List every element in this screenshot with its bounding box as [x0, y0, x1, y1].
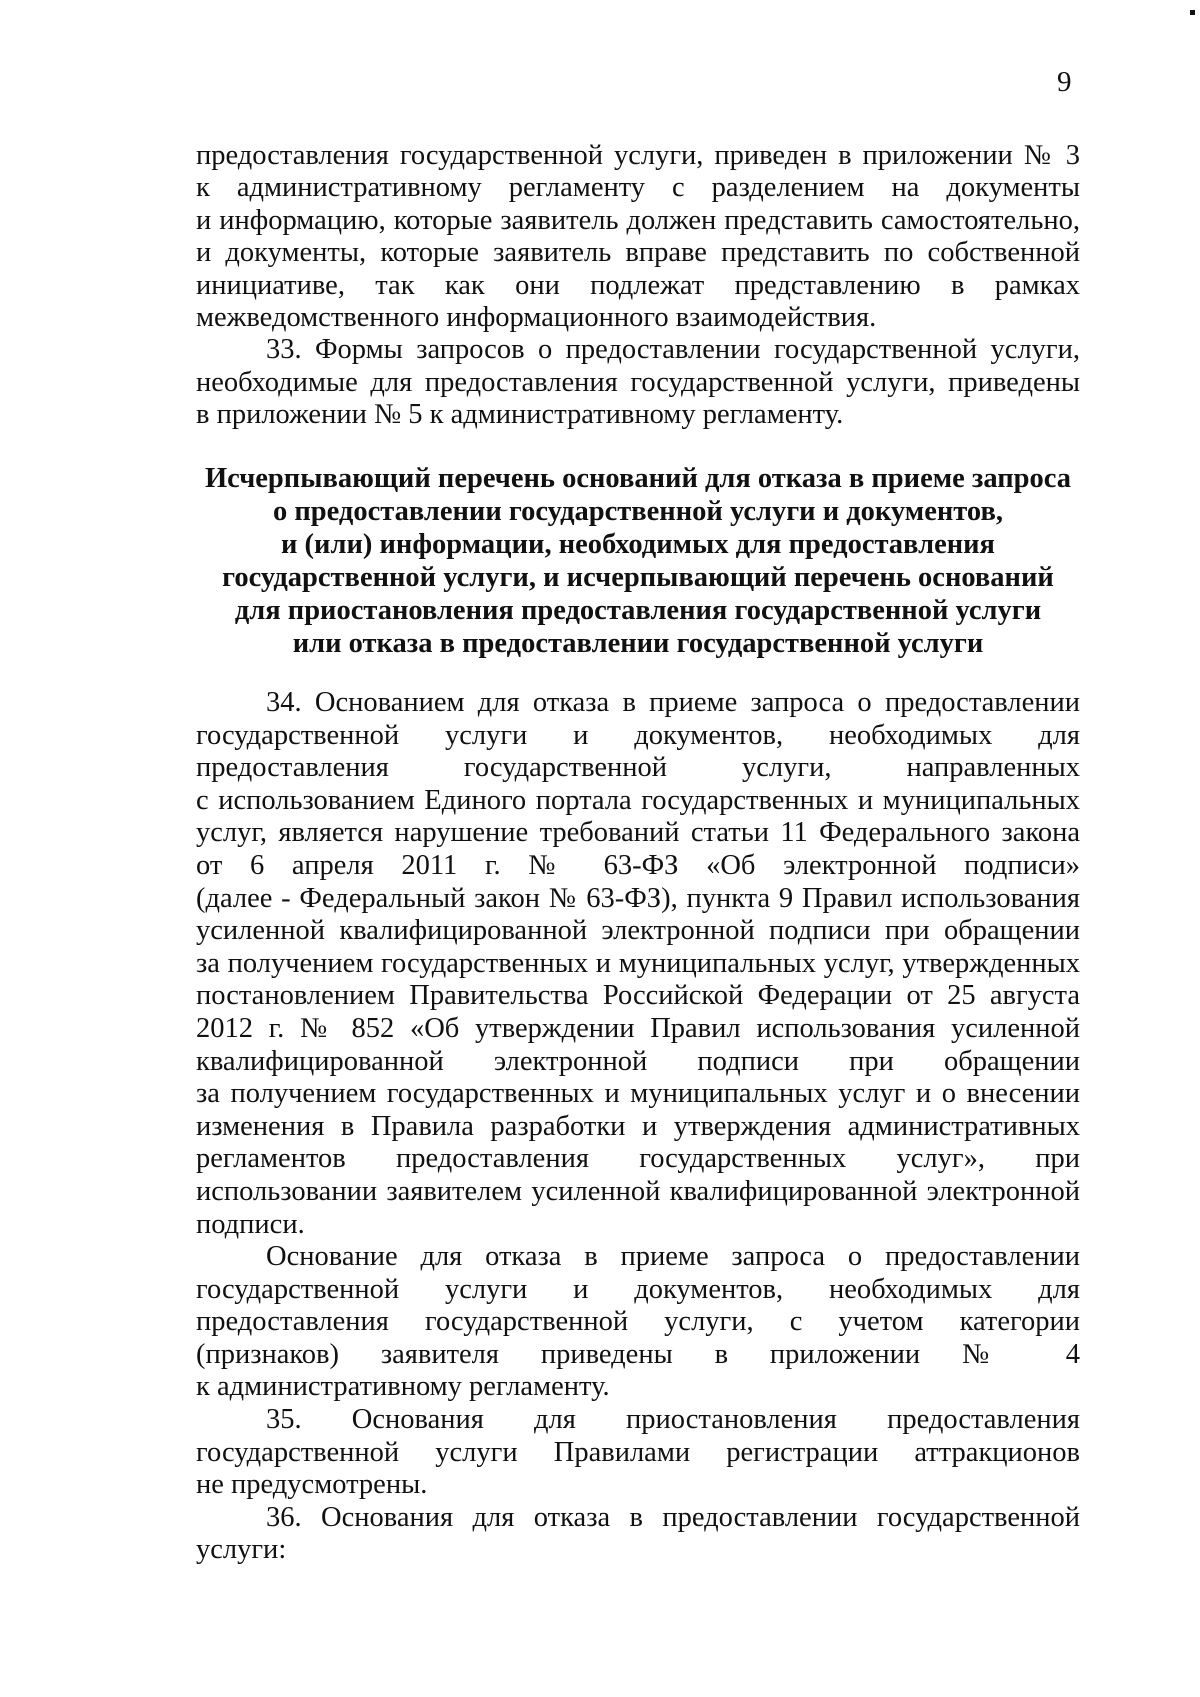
- text-line: за получением государственных и муниципальных услуг и о внесении: [196, 1078, 1080, 1110]
- text-line: подписи.: [196, 1208, 305, 1240]
- text-line: предоставления государственной услуги, с учетом категории: [196, 1306, 1080, 1338]
- section-heading: [196, 462, 1080, 660]
- text-line: усиленной квалифицированной электронной подписи при обращении: [196, 915, 1080, 947]
- paragraph-34: [196, 687, 1080, 1241]
- heading-line: о предоставлении государственной услуги и документов,: [273, 496, 1003, 527]
- text-line: квалифицированной электронной подписи при обращении: [196, 1045, 1080, 1077]
- text-line: межведомственного информационного взаимодействия.: [196, 302, 877, 334]
- paragraph-35: [196, 1404, 1080, 1502]
- heading-line: или отказа в предоставлении государственной услуги: [292, 628, 984, 659]
- text-line: 36. Основания для отказа в предоставлении государственной: [266, 1501, 1080, 1533]
- text-line: использовании заявителем усиленной квалифицированной электронной: [196, 1175, 1080, 1207]
- text-line: 33. Формы запросов о предоставлении государственной услуги,: [266, 334, 1080, 366]
- paragraph-intro: [196, 140, 1080, 334]
- text-line: (далее - Федеральный закон № 63-ФЗ), пункта 9 Правил использования: [196, 882, 1080, 914]
- text-line: государственной услуги и документов, необходимых для: [196, 719, 1080, 751]
- text-block-bottom: [196, 687, 1080, 1567]
- text-line: услуги:: [196, 1534, 287, 1566]
- text-line: к административному регламенту.: [196, 1371, 610, 1403]
- text-line: 2012 г. № 852 «Об утверждении Правил использования усиленной: [196, 1012, 1080, 1044]
- text-line: постановлением Правительства Российской Федерации от 25 августа: [196, 980, 1080, 1012]
- text-line: регламентов предоставления государственных услуг», при: [196, 1143, 1080, 1175]
- text-line: услуг, является нарушение требований статьи 11 Федерального закона: [196, 817, 1080, 849]
- heading-line: и (или) информации, необходимых для предоставления: [281, 529, 995, 560]
- heading-line: государственной услуги, и исчерпывающий перечень оснований: [222, 562, 1054, 593]
- paragraph-33: [196, 334, 1080, 431]
- text-line: инициативе, так как они подлежат представлению в рамках: [196, 269, 1080, 301]
- text-block-top: [196, 140, 1080, 432]
- text-line: государственной услуги Правилами регистрации аттракционов: [196, 1436, 1080, 1468]
- text-line: в приложении № 5 к административному регламенту.: [196, 399, 844, 431]
- heading-line: Исчерпывающий перечень оснований для отказа в приеме запроса: [204, 463, 1072, 494]
- text-line: и информацию, которые заявитель должен представить самостоятельно,: [196, 204, 1080, 236]
- text-line: к административному регламенту с разделением на документы: [196, 172, 1080, 204]
- text-line: за получением государственных и муниципальных услуг, утвержденных: [196, 947, 1080, 979]
- text-line: и документы, которые заявитель вправе представить по собственной: [196, 237, 1080, 269]
- text-line: не предусмотрены.: [196, 1469, 428, 1501]
- text-line: государственной услуги и документов, необходимых для: [196, 1273, 1080, 1305]
- text-line: 35. Основания для приостановления предоставления: [266, 1404, 1080, 1436]
- text-line: (признаков) заявителя приведены в приложении № 4: [196, 1338, 1080, 1370]
- scan-edge-mark: [1190, 10, 1195, 15]
- text-line: изменения в Правила разработки и утверждения административных: [196, 1110, 1080, 1142]
- paragraph-34-continued: [196, 1241, 1080, 1404]
- heading-line: для приостановления предоставления государственной услуги: [234, 595, 1042, 626]
- text-line: предоставления государственной услуги, приведен в приложении № 3: [196, 140, 1080, 171]
- text-line: необходимые для предоставления государственной услуги, приведены: [196, 366, 1080, 398]
- text-line: предоставления государственной услуги, направленных: [196, 752, 1080, 784]
- text-line: с использованием Единого портала государственных и муниципальных: [196, 784, 1080, 816]
- page-number: 9: [1057, 66, 1072, 98]
- text-line: 34. Основанием для отказа в приеме запроса о предоставлении: [266, 687, 1080, 718]
- paragraph-36: [196, 1502, 1080, 1567]
- text-line: от 6 апреля 2011 г. № 63-ФЗ «Об электронной подписи»: [196, 849, 1080, 881]
- text-line: Основание для отказа в приеме запроса о предоставлении: [266, 1241, 1080, 1273]
